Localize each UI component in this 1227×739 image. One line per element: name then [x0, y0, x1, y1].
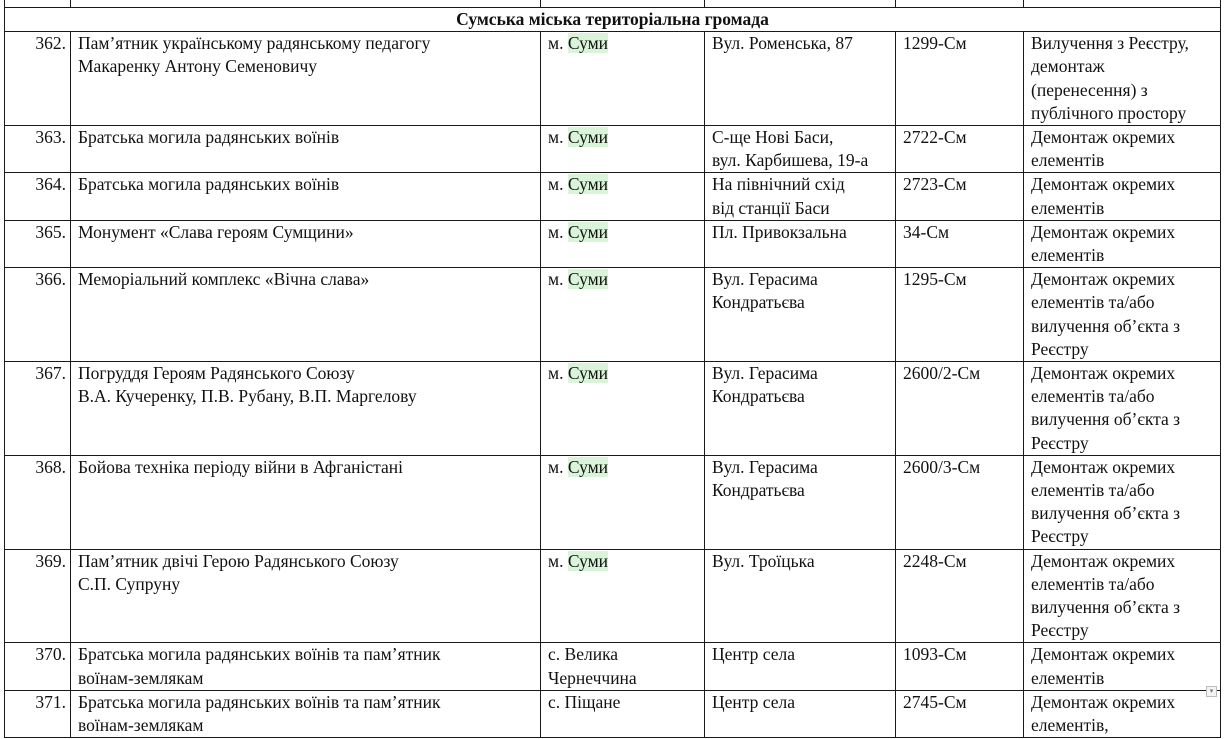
- monument-name: [71, 32, 541, 126]
- settlement-extra: Чернеччина: [548, 667, 637, 688]
- settlement: [541, 362, 705, 456]
- action: [1024, 32, 1221, 126]
- table-row: [5, 362, 1221, 456]
- action: [1024, 549, 1221, 643]
- action-line: Демонтаж окремих: [1031, 550, 1176, 571]
- action-line: Демонтаж окремих: [1031, 221, 1176, 242]
- action: [1024, 690, 1221, 737]
- registry-code: 2600/3-См: [896, 455, 1024, 549]
- action: [1024, 220, 1221, 267]
- registry-code: 1299-См: [896, 32, 1024, 126]
- action-line: вилучення об’єкта з: [1031, 315, 1181, 336]
- monument-name: [71, 549, 541, 643]
- address-line: Вул. Роменська, 87: [712, 33, 853, 54]
- settlement-prefix: м.: [548, 269, 564, 290]
- registry-code: 34-См: [896, 220, 1024, 267]
- settlement-prefix: м.: [548, 550, 564, 571]
- table-row: [5, 173, 1221, 220]
- monument-name: [71, 220, 541, 267]
- action-line: вилучення об’єкта з: [1031, 597, 1181, 618]
- row-number: 369.: [5, 549, 71, 643]
- settlement-city: Велика: [564, 644, 619, 665]
- address-line: Вул. Троїцька: [712, 550, 815, 571]
- registry-code: 2745-См: [896, 690, 1024, 737]
- scroll-arrow-icon[interactable]: ▾: [1206, 686, 1217, 697]
- monuments-table: [4, 0, 1221, 738]
- settlement-city: Піщане: [564, 691, 621, 712]
- monument-name-line: Монумент «Слава героям Сумщини»: [78, 221, 354, 242]
- settlement-line: [548, 221, 697, 244]
- table-row: [5, 268, 1221, 362]
- settlement-line: [548, 691, 697, 714]
- monument-name-line: Пам’ятник українському радянському педагогу: [78, 33, 431, 54]
- settlement: [541, 268, 705, 362]
- action-line: елементів та/або: [1031, 480, 1155, 501]
- settlement-prefix: с.: [548, 644, 561, 665]
- monument-name-line: Меморіальний комплекс «Вічна слава»: [78, 269, 370, 290]
- settlement-prefix: с.: [548, 691, 561, 712]
- registry-code: 1093-См: [896, 643, 1024, 690]
- settlement-prefix: м.: [548, 221, 564, 242]
- previous-row-stub: [5, 0, 1221, 8]
- registry-code: 2722-См: [896, 126, 1024, 173]
- monument-name-line: Братська могила радянських воїнів: [78, 127, 340, 148]
- action-line: вилучення об’єкта з: [1031, 503, 1181, 524]
- row-number: 371.: [5, 690, 71, 737]
- action-line: Демонтаж окремих: [1031, 456, 1176, 477]
- settlement-line: [548, 173, 697, 196]
- monument-name: [71, 126, 541, 173]
- address-line: Вул. Герасима: [712, 456, 818, 477]
- monument-name: [71, 690, 541, 737]
- row-number: 364.: [5, 173, 71, 220]
- action: [1024, 455, 1221, 549]
- monument-name: [71, 173, 541, 220]
- row-number: 366.: [5, 268, 71, 362]
- settlement-line: [548, 268, 697, 291]
- address-line: Кондратьєва: [712, 480, 805, 501]
- settlement: [541, 455, 705, 549]
- row-number: 363.: [5, 126, 71, 173]
- action-line: Демонтаж окремих: [1031, 691, 1176, 712]
- monument-name-line: Братська могила радянських воїнів та пам’ятник: [78, 644, 441, 665]
- row-number: 370.: [5, 643, 71, 690]
- table-row: [5, 220, 1221, 267]
- monument-name: [71, 643, 541, 690]
- monument-name-line: Бойова техніка періоду війни в Афганістані: [78, 456, 403, 477]
- settlement-line: [548, 643, 697, 666]
- action-line: Вилучення з Реєстру,: [1031, 33, 1189, 54]
- address-line: Кондратьєва: [712, 292, 805, 313]
- table-row: [5, 32, 1221, 126]
- registry-code: 1295-См: [896, 268, 1024, 362]
- address: [705, 690, 896, 737]
- action-line: Демонтаж окремих: [1031, 363, 1176, 384]
- address-line: вул. Карбишева, 19-а: [712, 150, 869, 171]
- settlement-city: Суми: [567, 269, 609, 290]
- settlement-city: Суми: [567, 33, 609, 54]
- action-line: (перенесення) з: [1031, 79, 1148, 100]
- address: [705, 268, 896, 362]
- action-line: елементів та/або: [1031, 573, 1155, 594]
- address: [705, 362, 896, 456]
- settlement: [541, 549, 705, 643]
- row-number: 368.: [5, 455, 71, 549]
- settlement: [541, 643, 705, 690]
- action-line: елементів: [1031, 245, 1105, 266]
- settlement-city: Суми: [567, 456, 609, 477]
- settlement-line: [548, 362, 697, 385]
- settlement-prefix: м.: [548, 33, 564, 54]
- table-body: [5, 0, 1221, 738]
- monument-name: [71, 455, 541, 549]
- address: [705, 549, 896, 643]
- address: [705, 643, 896, 690]
- action-line: Демонтаж окремих: [1031, 269, 1176, 290]
- monument-name-line: Братська могила радянських воїнів та пам’ятник: [78, 691, 441, 712]
- registry-code: 2600/2-См: [896, 362, 1024, 456]
- action-line: Демонтаж окремих: [1031, 644, 1176, 665]
- action: [1024, 643, 1221, 690]
- action-line: демонтаж: [1031, 56, 1105, 77]
- monument-name-line: В.А. Кучеренку, П.В. Рубану, В.П. Маргелову: [78, 386, 417, 407]
- monument-name-line: воїнам-землякам: [78, 715, 204, 736]
- table-row: [5, 455, 1221, 549]
- monument-name-line: Братська могила радянських воїнів: [78, 174, 340, 195]
- address-line: Кондратьєва: [712, 386, 805, 407]
- monument-name-line: Пам’ятник двічі Герою Радянського Союзу: [78, 550, 399, 571]
- address: [705, 126, 896, 173]
- action-line: Демонтаж окремих: [1031, 127, 1176, 148]
- address-line: Пл. Привокзальна: [712, 221, 847, 242]
- action-line: елементів,: [1031, 715, 1109, 736]
- table-row: [5, 690, 1221, 737]
- action-line: елементів: [1031, 667, 1105, 688]
- action-line: елементів: [1031, 197, 1105, 218]
- action-line: елементів та/або: [1031, 292, 1155, 313]
- monument-name-line: С.П. Супруну: [78, 573, 181, 594]
- address-line: На північний схід: [712, 174, 845, 195]
- monument-name-line: Макаренку Антону Семеновичу: [78, 56, 318, 77]
- row-number: 367.: [5, 362, 71, 456]
- address-line: Центр села: [712, 644, 796, 665]
- settlement-city: Суми: [567, 550, 609, 571]
- action-line: елементів та/або: [1031, 386, 1155, 407]
- monument-name: [71, 268, 541, 362]
- table-row: [5, 126, 1221, 173]
- address-line: від станції Баси: [712, 197, 830, 218]
- settlement: [541, 690, 705, 737]
- section-header-row: [5, 8, 1221, 32]
- table-row: [5, 549, 1221, 643]
- registry-code: 2248-См: [896, 549, 1024, 643]
- action: [1024, 268, 1221, 362]
- action-line: Реєстру: [1031, 432, 1089, 453]
- settlement-city: Суми: [567, 363, 609, 384]
- action-line: Реєстру: [1031, 526, 1089, 547]
- settlement-line: [548, 550, 697, 573]
- action-line: Реєстру: [1031, 620, 1089, 641]
- settlement-prefix: м.: [548, 456, 564, 477]
- settlement-line: [548, 456, 697, 479]
- monument-name-line: Погруддя Героям Радянського Союзу: [78, 363, 355, 384]
- monument-name-line: воїнам-землякам: [78, 667, 204, 688]
- action: [1024, 173, 1221, 220]
- action-line: елементів: [1031, 150, 1105, 171]
- settlement: [541, 126, 705, 173]
- registry-code: 2723-См: [896, 173, 1024, 220]
- address: [705, 32, 896, 126]
- address: [705, 220, 896, 267]
- address-line: Вул. Герасима: [712, 269, 818, 290]
- monument-name: [71, 362, 541, 456]
- action: [1024, 126, 1221, 173]
- settlement: [541, 220, 705, 267]
- settlement-prefix: м.: [548, 174, 564, 195]
- address-line: Центр села: [712, 691, 796, 712]
- settlement-line: [548, 126, 697, 149]
- settlement-line: [548, 32, 697, 55]
- address-line: С-ще Нові Баси,: [712, 127, 834, 148]
- settlement: [541, 173, 705, 220]
- table-row: [5, 643, 1221, 690]
- settlement-city: Суми: [567, 127, 609, 148]
- action-line: вилучення об’єкта з: [1031, 409, 1181, 430]
- action-line: публічного простору: [1031, 102, 1187, 123]
- settlement-prefix: м.: [548, 363, 564, 384]
- section-title: Сумська міська територіальна громада: [5, 8, 1221, 32]
- settlement-city: Суми: [567, 174, 609, 195]
- action-line: Демонтаж окремих: [1031, 174, 1176, 195]
- row-number: 365.: [5, 220, 71, 267]
- settlement-city: Суми: [567, 221, 609, 242]
- row-number: 362.: [5, 32, 71, 126]
- settlement: [541, 32, 705, 126]
- address: [705, 455, 896, 549]
- address-line: Вул. Герасима: [712, 363, 818, 384]
- settlement-prefix: м.: [548, 127, 564, 148]
- action: [1024, 362, 1221, 456]
- action-line: Реєстру: [1031, 338, 1089, 359]
- address: [705, 173, 896, 220]
